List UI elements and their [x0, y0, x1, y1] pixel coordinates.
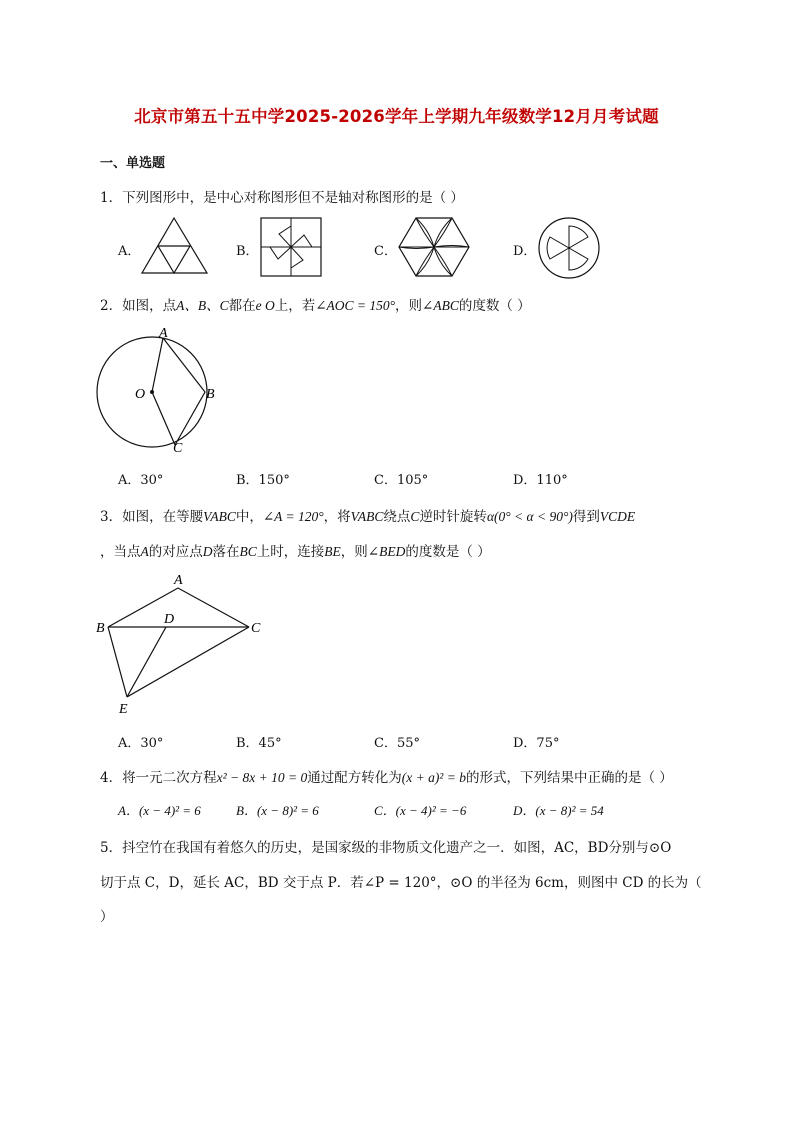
q1-option-a-label: A．: [118, 244, 141, 259]
question-3-stem-line2: ，当点A的对应点D落在BC上时，连接BE，则∠BED的度数是（ ）: [100, 544, 491, 560]
question-5-stem-line2: 切于点 C，D，延长 AC，BD 交于点 P．若∠P = 120°，⊙O 的半径为 6cm，则图中 CD 的长为（: [100, 875, 702, 891]
q3-label-b: B: [96, 621, 105, 636]
q1-option-b-figure: [259, 216, 323, 278]
q2-label-o: O: [135, 387, 146, 402]
q1-option-c-figure: [397, 216, 471, 278]
q2-option-d: D．110°: [513, 473, 568, 488]
q3-option-d: D．75°: [513, 736, 560, 751]
q1-option-d-figure: [536, 216, 602, 280]
page-title: 北京市第五十五中学2025-2026学年上学期九年级数学12月月考试题: [134, 107, 659, 126]
q2-label-a: A: [159, 326, 168, 341]
q2-label-b: B: [206, 387, 215, 402]
question-5-stem-line1: 5．抖空竹在我国有着悠久的历史，是国家级的非物质文化遗产之一．如图，AC，BD分别与⊙O: [100, 840, 672, 856]
q4-option-a: A．(x − 4)² = 6: [118, 803, 201, 818]
q4-option-c: C．(x − 4)² = −6: [374, 803, 467, 818]
section-heading: 一、单选题: [100, 156, 166, 171]
q1-option-a-figure: [140, 216, 210, 276]
question-5-stem-line3: ）: [100, 909, 114, 925]
question-2-stem: 2．如图，点A、B、C都在e O上，若∠AOC = 150°，则∠ABC的度数（ ）: [100, 298, 531, 314]
q2-option-b: B．150°: [236, 473, 290, 488]
q2-circle-figure: [94, 322, 224, 457]
q1-option-b-label: B．: [236, 244, 259, 259]
q3-triangle-figure: [94, 570, 274, 720]
question-3-stem-line1: 3．如图，在等腰VABC中，∠A = 120°，将VABC绕点C逆时针旋转α(0° < α < 90°)得到VCDE: [100, 509, 636, 525]
q3-label-e: E: [119, 702, 128, 717]
q4-option-d: D．(x − 8)² = 54: [513, 803, 604, 818]
q3-label-d: D: [164, 612, 175, 627]
q4-option-b: B．(x − 8)² = 6: [236, 803, 319, 818]
q3-label-a: A: [174, 573, 183, 588]
question-1-stem: 1．下列图形中，是中心对称图形但不是轴对称图形的是（ ）: [100, 190, 464, 206]
q3-option-b: B．45°: [236, 736, 282, 751]
q2-label-c: C: [173, 441, 183, 456]
q3-option-c: C．55°: [374, 736, 420, 751]
q3-option-a: A．30°: [118, 736, 164, 751]
question-4-stem: 4．将一元二次方程x² − 8x + 10 = 0通过配方转化为(x + a)² = b的形式，下列结果中正确的是（ ）: [100, 770, 673, 786]
q2-option-a: A．30°: [118, 473, 164, 488]
q2-option-c: C．105°: [374, 473, 429, 488]
q3-label-c: C: [251, 621, 261, 636]
q1-option-d-label: D．: [513, 244, 537, 259]
q1-option-c-label: C．: [374, 244, 397, 259]
